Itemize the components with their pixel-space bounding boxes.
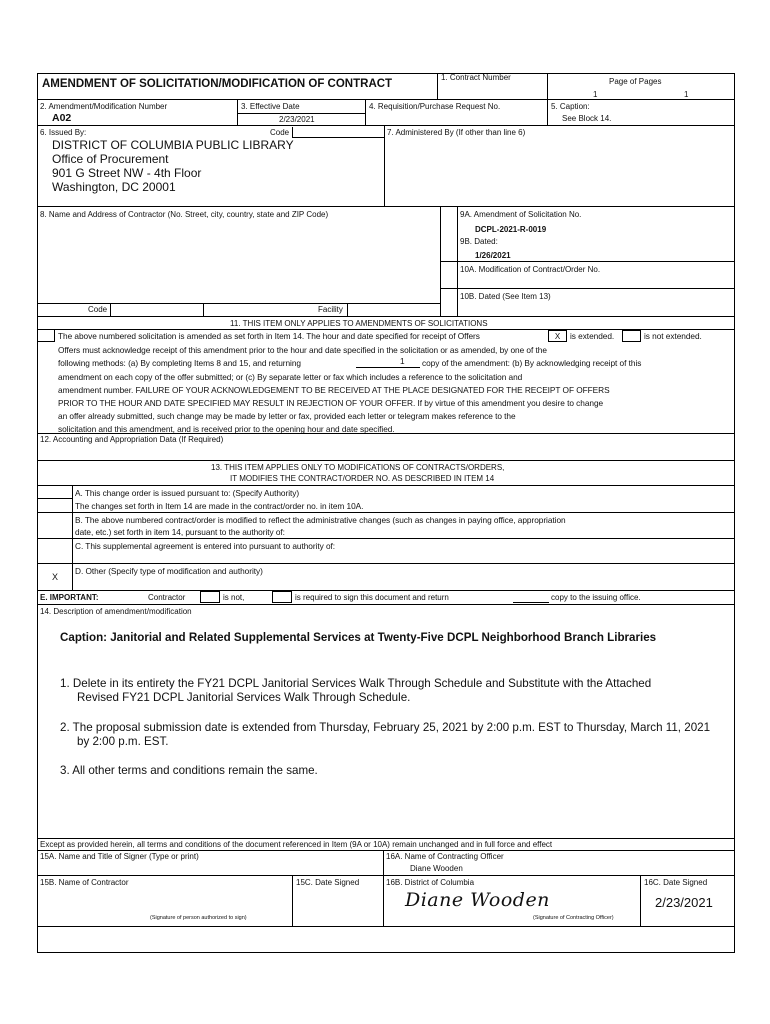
dated-10b-label: 10B. Dated (See Item 13) xyxy=(460,292,551,301)
frame-right xyxy=(734,73,735,953)
form-title: AMENDMENT OF SOLICITATION/MODIFICATION OF CONTRACT xyxy=(42,78,393,90)
frame-bottom xyxy=(37,952,735,953)
block13-a: A. This change order is issued pursuant to: (Specify Authority) xyxy=(75,488,300,498)
copy-to-office-label: copy to the issuing office. xyxy=(551,593,641,602)
is-required-label: is required to sign this document and return xyxy=(295,593,449,602)
block11-line3a: following methods: (a) By completing Items 8 and 15, and returning xyxy=(58,358,301,368)
effective-date-label: 3. Effective Date xyxy=(241,102,300,111)
solicitation-number-value: DCPL-2021-R-0019 xyxy=(475,225,547,234)
dated-9b-label: 9B. Dated: xyxy=(460,237,498,246)
caption-value: See Block 14. xyxy=(562,114,612,123)
effective-date-value: 2/23/2021 xyxy=(279,115,315,124)
frame-top xyxy=(37,73,735,74)
not-extended-label: is not extended. xyxy=(644,331,702,341)
date-signed-15c-label: 15C. Date Signed xyxy=(296,878,360,887)
important-contractor: Contractor xyxy=(148,593,186,602)
block11-line6: PRIOR TO THE HOUR AND DATE SPECIFIED MAY RESULT IN REJECTION OF YOUR OFFER. If by virtue of this amendment you desire to change xyxy=(58,398,604,408)
frame-left xyxy=(37,73,38,953)
description-item1b: Revised FY21 DCPL Janitorial Services Walk Through Schedule. xyxy=(77,691,411,704)
block11-line4: amendment on each copy of the offer submitted; or (c) By separate letter or fax which includes a reference to the solicitation and xyxy=(58,372,523,382)
modification-contract-label: 10A. Modification of Contract/Order No. xyxy=(460,265,601,274)
facility-label: Facility xyxy=(318,305,343,314)
date-signed-16c-value: 2/23/2021 xyxy=(655,895,713,910)
block13-a-checkbox[interactable] xyxy=(37,498,72,499)
amendment-solicitation-label: 9A. Amendment of Solicitation No. xyxy=(460,210,582,219)
block13-d: D. Other (Specify type of modification and authority) xyxy=(75,566,263,576)
extended-label: is extended. xyxy=(570,331,615,341)
administered-by-label: 7. Administered By (If other than line 6) xyxy=(387,128,526,137)
contractor-address-label: 8. Name and Address of Contractor (No. Street, city, country, state and ZIP Code) xyxy=(40,210,329,219)
contracting-officer-label: 16A. Name of Contracting Officer xyxy=(386,852,504,861)
block13-c: C. This supplemental agreement is entered into pursuant to authority of: xyxy=(75,541,336,551)
block11-heading: 11. THIS ITEM ONLY APPLIES TO AMENDMENTS OF SOLICITATIONS xyxy=(230,319,488,328)
issued-by-code-label: Code xyxy=(270,128,290,137)
block11-line3b: copy of the amendment: (b) By acknowledging receipt of this xyxy=(422,358,642,368)
contracting-officer-signature: Diane Wooden xyxy=(405,889,550,911)
block13-a2: The changes set forth in Item 14 are made in the contract/order no. in item 10A. xyxy=(75,501,364,511)
page-total: 1 xyxy=(684,90,689,99)
officer-signature-note: (Signature of Contracting Officer) xyxy=(533,915,614,921)
is-required-checkbox[interactable] xyxy=(272,591,292,603)
amendment-number-value: A02 xyxy=(52,112,72,124)
block11-line7: an offer already submitted, such change may be made by letter or fax, provided each letter or telegram makes reference to the xyxy=(58,411,516,421)
description-item1a: 1. Delete in its entirety the FY21 DCPL Janitorial Services Walk Through Schedule and Substitute with the Attached xyxy=(60,677,652,690)
contractor-code-label: Code xyxy=(88,305,108,314)
description-item3: 3. All other terms and conditions remain the same. xyxy=(60,764,318,777)
block13-d-checkbox[interactable]: X xyxy=(52,572,59,582)
issued-by-label: 6. Issued By: xyxy=(40,128,87,137)
description-item2a: 2. The proposal submission date is extended from Thursday, February 25, 2021 by 2:00 p.m. EST to Thursday, March 11, 2021 xyxy=(60,721,711,734)
requisition-label: 4. Requisition/Purchase Request No. xyxy=(369,102,501,111)
description-caption: Caption: Janitorial and Related Supplemental Services at Twenty-Five DCPL Neighborhood Branch Libraries xyxy=(60,631,657,644)
block13-b2: date, etc.) set forth in item 14, pursuant to the authority of: xyxy=(75,527,285,537)
is-not-checkbox[interactable] xyxy=(200,591,220,603)
block11-line2: Offers must acknowledge receipt of this amendment prior to the hour and date specified in the solicitation or as amended, by one of the xyxy=(58,345,547,355)
except-statement: Except as provided herein, all terms and conditions of the document referenced in Item (9A or 10A) remain unchanged and in full force and effect xyxy=(40,840,553,849)
dated-9b-value: 1/26/2021 xyxy=(475,251,511,260)
signer-name-label: 15A. Name and Title of Signer (Type or print) xyxy=(40,852,199,861)
issuer-line-3: 901 G Street NW - 4th Floor xyxy=(52,166,202,180)
contractor-name-label: 15B. Name of Contractor xyxy=(40,878,129,887)
block11-line5: amendment number. FAILURE OF YOUR ACKNOWLEDGEMENT TO BE RECEIVED AT THE PLACE DESIGNATED FOR THE RECEIPT OF OFFERS xyxy=(58,385,610,395)
issuer-line-1: DISTRICT OF COLUMBIA PUBLIC LIBRARY xyxy=(52,138,294,152)
page-of-pages-label: Page of Pages xyxy=(609,77,662,86)
block13-heading-1: 13. THIS ITEM APPLIES ONLY TO MODIFICATIONS OF CONTRACTS/ORDERS, xyxy=(211,463,505,472)
contractor-signature-note: (Signature of person authorized to sign) xyxy=(150,915,247,921)
description-item2b: by 2:00 p.m. EST. xyxy=(77,735,169,748)
extended-checkbox[interactable]: X xyxy=(548,330,567,342)
block13-heading-2: IT MODIFIES THE CONTRACT/ORDER NO. AS DESCRIBED IN ITEM 14 xyxy=(230,474,495,483)
solicitation-amend-checkbox[interactable] xyxy=(37,329,55,342)
block11-line1: The above numbered solicitation is amended as set forth in Item 14. The hour and date specified for receipt of Offers xyxy=(58,331,480,341)
caption-label: 5. Caption: xyxy=(551,102,590,111)
date-signed-16c-label: 16C. Date Signed xyxy=(644,878,708,887)
not-extended-checkbox[interactable] xyxy=(622,330,641,342)
issuer-line-4: Washington, DC 20001 xyxy=(52,180,176,194)
block11-line8: solicitation and this amendment, and is received prior to the opening hour and date specified. xyxy=(58,424,395,434)
contracting-officer-name: Diane Wooden xyxy=(410,864,463,873)
issuer-line-2: Office of Procurement xyxy=(52,152,169,166)
district-of-columbia-label: 16B. District of Columbia xyxy=(386,878,475,887)
copies-count: 1 xyxy=(400,356,405,366)
contract-number-label: 1. Contract Number xyxy=(441,73,511,82)
important-label: E. IMPORTANT: xyxy=(40,593,99,602)
amendment-number-label: 2. Amendment/Modification Number xyxy=(40,102,168,111)
block13-b: B. The above numbered contract/order is modified to reflect the administrative changes (such as changes in paying office, appropriation xyxy=(75,515,566,525)
is-not-label: is not, xyxy=(223,593,245,602)
accounting-label: 12. Accounting and Appropriation Data (If Required) xyxy=(40,435,224,444)
description-label: 14. Description of amendment/modification xyxy=(40,607,192,616)
page-number: 1 xyxy=(593,90,598,99)
